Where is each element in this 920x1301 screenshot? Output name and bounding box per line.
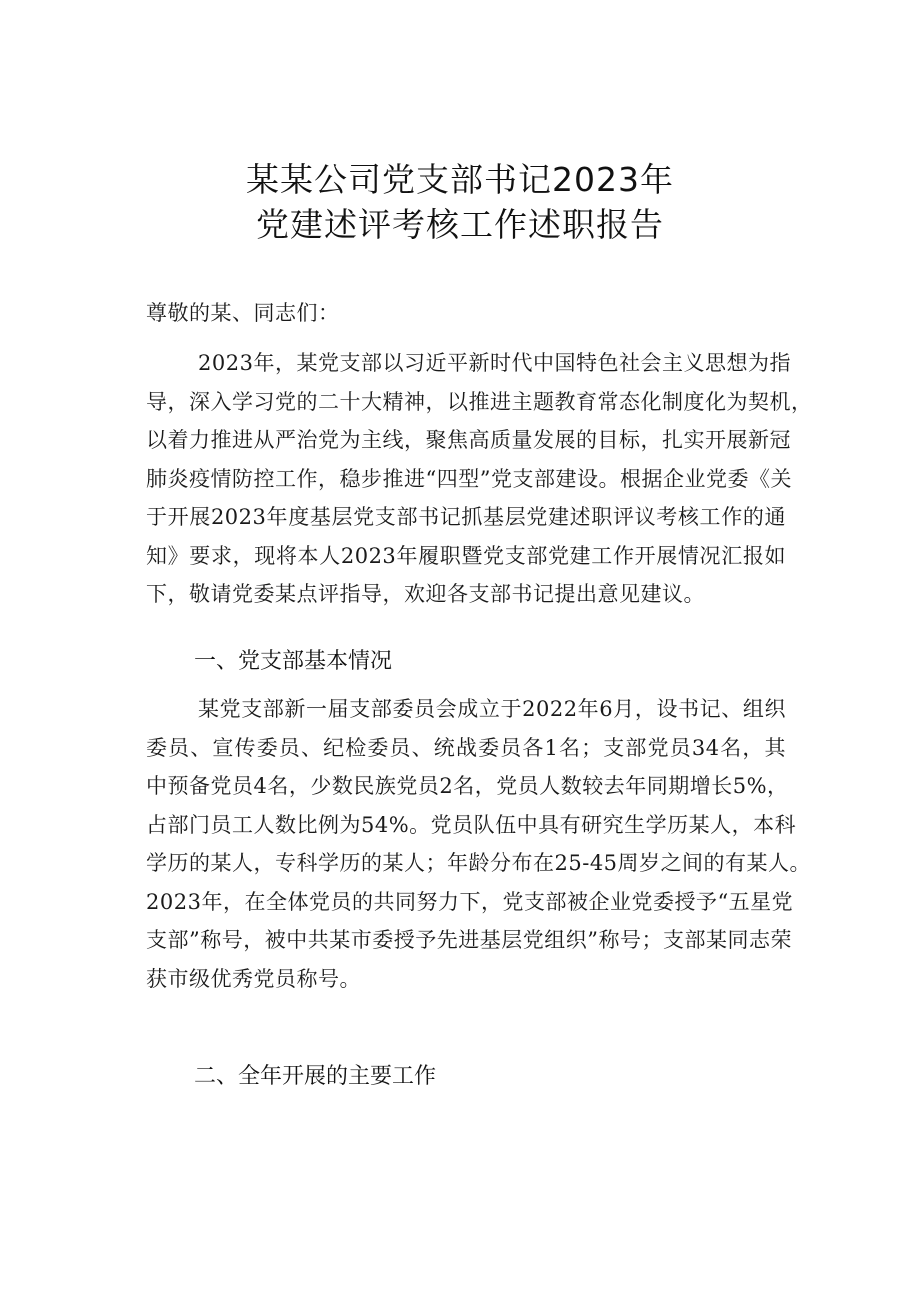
paragraph-line: 于开展2023年度基层党支部书记抓基层党建述职评议考核工作的通 [146,505,786,529]
paragraph-line: 支部”称号，被中共某市委授予先进基层党组织”称号；支部某同志荣 [146,928,792,952]
document-title-line-2: 党建述评考核工作述职报告 [256,205,664,244]
intro-paragraph [146,344,813,614]
paragraph-line: 获市级优秀党员称号。 [146,966,361,991]
paragraph-line: 学历的某人，专科学历的某人；年龄分布在25-45周岁之间的有某人。 [146,851,812,875]
salutation: 尊敬的某、同志们： [146,301,340,325]
paragraph-line: 导，深入学习党的二十大精神，以推进主题教育常态化制度化为契机， [146,389,813,414]
document-title-line-1: 某某公司党支部书记2023年 [246,160,674,199]
section-heading-2: 二、全年开展的主要工作 [194,1064,437,1089]
paragraph-line: 占部门员工人数比例为54%。党员队伍中具有研究生学历某人，本科 [146,812,797,837]
section-heading-1: 一、党支部基本情况 [194,649,393,674]
paragraph-line: 下，敬请党委某点评指导，欢迎各支部书记提出意见建议。 [146,582,705,606]
paragraph-line: 2023年，某党支部以习近平新时代中国特色社会主义思想为指 [198,351,791,375]
paragraph-line: 2023年，在全体党员的共同努力下，党支部被企业党委授予“五星党 [146,889,794,914]
paragraph-line: 某党支部新一届支部委员会成立于2022年6月，设书记、组织 [198,697,786,721]
paragraph-line: 委员、宣传委员、纪检委员、统战委员各1名；支部党员34名，其 [146,735,786,760]
paragraph-line: 知》要求，现将本人2023年履职暨党支部党建工作开展情况汇报如 [146,543,786,568]
paragraph-line: 中预备党员4名，少数民族党员2名，党员人数较去年同期增长5%， [146,774,789,798]
paragraph-line: 以着力推进从严治党为主线，聚焦高质量发展的目标，扎实开展新冠 [146,428,791,452]
section1-paragraph [146,690,812,998]
paragraph-line: 肺炎疫情防控工作，稳步推进“四型”党支部建设。根据企业党委《关 [146,466,792,491]
